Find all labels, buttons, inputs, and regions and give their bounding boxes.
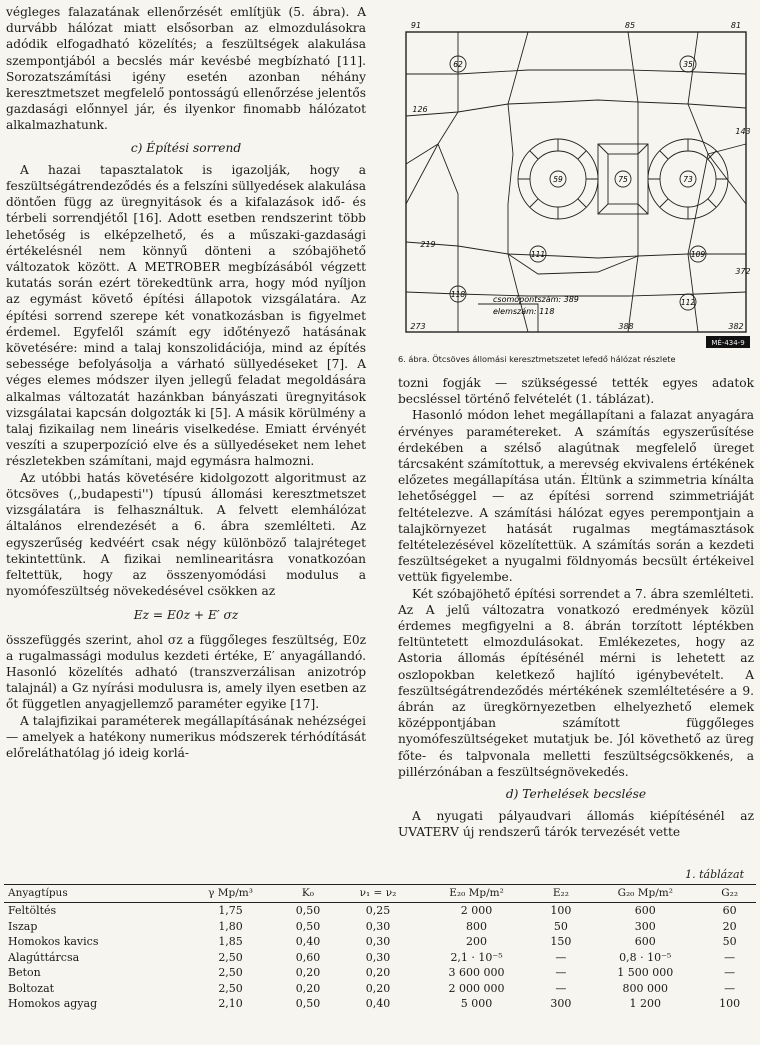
table-cell: Boltozat xyxy=(8,981,55,995)
table-cell: 20 xyxy=(722,919,737,933)
table-cell: 0,50 xyxy=(295,997,321,1010)
table-header-cell: E₂₀ Mp/m² xyxy=(419,885,535,903)
table-cell: 50 xyxy=(553,919,568,933)
element-number-marker xyxy=(690,246,706,262)
paragraph: végleges falazatának ellenőrzését említjük (5. ábra). A durvább hálózat miatt elsősorban az elmozdulásokra adódik elfogadható közelítés; a feszültségek alakulása szempontjából a becslés már kevésbé megbízható [11]. Sorozatszámítási igény esetén azonban néhány keresztmetszet megfelelő pontosságú ellenőrzése jelentős gazdasági előnnyel jár, és ilyenkor finomabb hálózatot alkalmazhatunk. xyxy=(6,5,366,133)
table-cell: — xyxy=(724,966,736,979)
table-header-row xyxy=(4,885,756,903)
table-cell: 300 xyxy=(634,919,656,933)
table-header-cell: Anyagtípus xyxy=(4,885,183,903)
table-header-cell: G₂₂ xyxy=(703,885,756,903)
table-row xyxy=(4,996,756,1012)
section-heading: d) Terhelések becslése xyxy=(505,787,647,802)
table-cell: 60 xyxy=(722,904,737,917)
table-cell: — xyxy=(555,950,567,964)
table-cell: 2,50 xyxy=(218,950,243,964)
corner-label-left-lower: 219 xyxy=(420,240,436,249)
mesh-figure xyxy=(398,4,756,354)
table-cell: 0,20 xyxy=(295,981,321,995)
table-cell: 5 000 xyxy=(460,997,493,1010)
element-number: 62 xyxy=(453,60,463,69)
table-cell: 0,30 xyxy=(365,950,391,964)
table-cell: 2,10 xyxy=(218,997,243,1010)
paragraph: tozni fogják — szükségessé tették egyes adatok becsléssel történő felvételét (1. táblázat). xyxy=(398,376,754,407)
table-header-cell: γ Mp/m³ xyxy=(183,885,279,903)
table-label: 1. táblázat xyxy=(685,868,744,881)
table-cell: 1,75 xyxy=(218,904,243,917)
table-cell: 300 xyxy=(550,997,572,1010)
paragraph: Az utóbbi hatás követésére kidolgozott algoritmust az ötcsöves (,,budapesti'') típusú állomási keresztmetszet vizsgálatára is felhasználtuk. A felvett elemhálózat általános elrendezését a 6. ábra szemlélteti. Az egyszerűség kedvéért csak négy különböző talajréteget tekintettünk. A fizikai nemlinearitásra vonatkozóan feltettük, hogy az összenyomódási modulus a nyomófeszültség növekedésével csökken az xyxy=(6,470,366,599)
corner-label-left-upper: 126 xyxy=(412,105,428,114)
table-cell: 3 600 000 xyxy=(448,966,505,979)
table-cell: Iszap xyxy=(8,919,38,933)
element-number: 75 xyxy=(618,175,628,184)
table-row xyxy=(4,903,756,919)
table-cell: Beton xyxy=(8,966,41,979)
table-cell: 2,50 xyxy=(218,981,243,995)
element-number-marker xyxy=(680,171,696,187)
corner-label-right-lower: 372 xyxy=(735,267,751,276)
table-cell: 100 xyxy=(719,997,741,1010)
table-cell: — xyxy=(724,981,736,995)
table-cell: 0,8 · 10⁻⁵ xyxy=(619,950,672,964)
table-row xyxy=(4,919,756,935)
table-cell: 0,20 xyxy=(365,966,391,979)
paragraph: Két szóbajöhető építési sorrendet a 7. ábra szemlélteti. Az A jelű változatra vonatkozó eredmények közül érdemes megfigyelni a 8. ábrán torzított léptékben feltüntetett elmozdulásokat. Emlékezetes, hogy az Astoria állomás építésénél mérni is lehetett az oszlopokban keletkező hajlító igénybevételt. A feszültségátrendeződés mértékének szemléltetésére a 9. ábrán az üregkörnyezetben elhelyezhető elemek középpontjában számított függőleges nyomófeszültségeket mutatjuk be. Jól követhető az üreg főte- és talpvonala melletti feszültségcsökkenés, a pillérzónában a feszültségnövekedés. xyxy=(398,586,754,779)
table-cell: 0,40 xyxy=(295,935,321,948)
right-text-column xyxy=(398,375,754,841)
element-number-marker xyxy=(680,294,696,310)
corner-label-top-mid: 85 xyxy=(624,21,636,30)
table-cell: 1 200 xyxy=(629,997,661,1010)
table-cell: 0,20 xyxy=(365,981,391,995)
node-count-label: csomópontszám: 389 xyxy=(493,295,579,304)
figure-caption: 6. ábra. Ötcsöves állomási keresztmetszetet lefedő hálózat részlete xyxy=(398,354,676,364)
table-cell: 0,60 xyxy=(295,950,321,964)
paragraph: A nyugati pályaudvari állomás kiépítésénél az UVATERV új rendszerű tárók tervezését vette xyxy=(398,809,754,840)
table-header-cell: K₀ xyxy=(278,885,337,903)
corner-label-top-right: 81 xyxy=(730,21,742,30)
table-body xyxy=(4,903,756,1012)
left-text-column xyxy=(6,4,366,761)
table-cell: 1 500 000 xyxy=(617,966,674,979)
table-row xyxy=(4,934,756,950)
element-number-markers xyxy=(450,56,706,310)
table-cell: 2 000 000 xyxy=(448,981,505,995)
table-cell: — xyxy=(555,981,567,995)
table-cell: Feltöltés xyxy=(8,904,57,917)
table-header-cell: G₂₀ Mp/m² xyxy=(587,885,703,903)
element-number-marker xyxy=(550,171,566,187)
element-number: 59 xyxy=(553,175,563,184)
table-cell: 100 xyxy=(550,904,572,917)
table-cell: 2,50 xyxy=(218,966,243,979)
table-cell: 800 000 xyxy=(622,981,668,995)
table-row xyxy=(4,981,756,997)
table-cell: 0,30 xyxy=(365,935,391,948)
table-cell: Alagúttárcsa xyxy=(8,950,80,964)
section-heading: c) Építési sorrend xyxy=(130,140,242,155)
table-cell: — xyxy=(724,950,736,964)
table-cell: Homokos kavics xyxy=(8,935,99,948)
corner-label-bottom-right: 382 xyxy=(728,322,744,331)
corner-label-bottom-left: 273 xyxy=(410,322,426,331)
table-cell: 800 xyxy=(466,919,488,933)
element-count-label: elemszám: 118 xyxy=(493,307,555,316)
corner-label-top-left: 91 xyxy=(410,21,422,30)
paragraph: A talajfizikai paraméterek megállapításának nehézségei — amelyek a hatékony numerikus módszerek térhódítását előreláthatólag jó ideig korlá- xyxy=(6,713,366,760)
element-number: 73 xyxy=(683,175,693,184)
table-cell: 0,50 xyxy=(295,919,321,933)
table-row xyxy=(4,950,756,966)
element-number: 112 xyxy=(680,298,696,307)
element-number-marker xyxy=(530,246,546,262)
table-cell: 0,20 xyxy=(295,966,321,979)
material-table xyxy=(4,884,756,1012)
corner-label-bottom-mid: 388 xyxy=(618,322,634,331)
paragraph: A hazai tapasztalatok is igazolják, hogy a feszültségátrendeződés és a felszíni süllyedések alakulása döntően függ az üregnyitások és a kifalazások idő- és térbeli sorrendjétől [16]. Adott esetben rendszerint több lehetőség is elképzelhető, és a műszaki-gazdasági értékelésnél nem könnyű dönteni a szóbajöhető változatok között. A METROBER megbízásából végzett kutatás során ezért törekedtünk arra, hogy mód nyíljon az egymást követő építési állapotok vizsgálatára. Az építési sorrend szerepe két vonatkozásban is figyelmet érdemel. Egyfelől számít egy időtényező hatásának követésére: mind a talaj konszolidációja, mind az építés sebessége befolyásolja a várható süllyedéseket [7]. A véges elemes módszer ilyen jellegű feladat megoldására alkalmas változatát hazánkban bányászati üregnyitások vizsgálatai kapcsán dolgozták ki [5]. A másik körülmény a talaj fizikailag nem lineáris viselkedése. Emiatt érvényét veszíti a szuperpozíció elve és a süllyedéseket nem lehet részletekben számítani, majd egymásra halmozni. xyxy=(6,162,366,469)
table-cell: 0,50 xyxy=(295,904,321,917)
table-header-cell: E₂₂ xyxy=(535,885,588,903)
table-cell: Homokos agyag xyxy=(8,997,98,1010)
paragraph: összefüggés szerint, ahol σz a függőleges feszültség, E0z a rugalmassági modulus kezdeti értéke, E′ anyagállandó. Hasonló közelítés adható (transzverzálisan anizotróp talajnál) a Gz nyírási modulusra is, amely ilyen esetben az őt független anyagjellemző paraméter egyike [17]. xyxy=(6,632,366,712)
table-cell: 150 xyxy=(550,935,572,948)
table-row xyxy=(4,965,756,981)
element-number: 118 xyxy=(450,290,466,299)
table-cell: 1,80 xyxy=(218,919,243,933)
table-cell: 600 xyxy=(634,904,656,917)
element-number: 109 xyxy=(690,250,706,259)
paragraph: Hasonló módon lehet megállapítani a falazat anyagára érvényes paramétereket. A számítás egyszerűsítése érdekében a szélső alagútnak megfelelő üreget tárcsaként számítottuk, a merevség ekvivalens értékének előzetes megállapítása után. Éltünk a szimmetria kínálta lehetőséggel — az építési sorrend szimmetriáját feltételezve. A számítási hálózat egyes perempontjain a talajkörnyezet hatását rugalmas megtámasztások feltételezésével közelítettük. A számítás során a kezdeti feszültségeket a nyugalmi földnyomás becsült értékeivel vettük figyelembe. xyxy=(398,408,754,585)
table-cell: 0,25 xyxy=(365,904,391,917)
table-header-cell: ν₁ = ν₂ xyxy=(337,885,418,903)
formula: Ez = E0z + E′ σz xyxy=(133,608,239,623)
element-number: 111 xyxy=(530,250,546,259)
figure-stamp: MÉ-434-9 xyxy=(711,339,745,347)
table-cell: 2,1 · 10⁻⁵ xyxy=(450,950,503,964)
table-cell: 0,30 xyxy=(365,919,391,933)
table-cell: 50 xyxy=(722,935,737,948)
table-cell: 200 xyxy=(466,935,488,948)
table-cell: 600 xyxy=(634,935,656,948)
element-number-marker xyxy=(615,171,631,187)
table-cell: 2 000 xyxy=(460,904,493,917)
table-cell: 1,85 xyxy=(218,935,243,948)
corner-label-right-upper: 143 xyxy=(735,127,751,136)
table-cell: — xyxy=(555,966,567,979)
table-cell: 0,40 xyxy=(365,997,391,1010)
element-number: 35 xyxy=(683,60,693,69)
